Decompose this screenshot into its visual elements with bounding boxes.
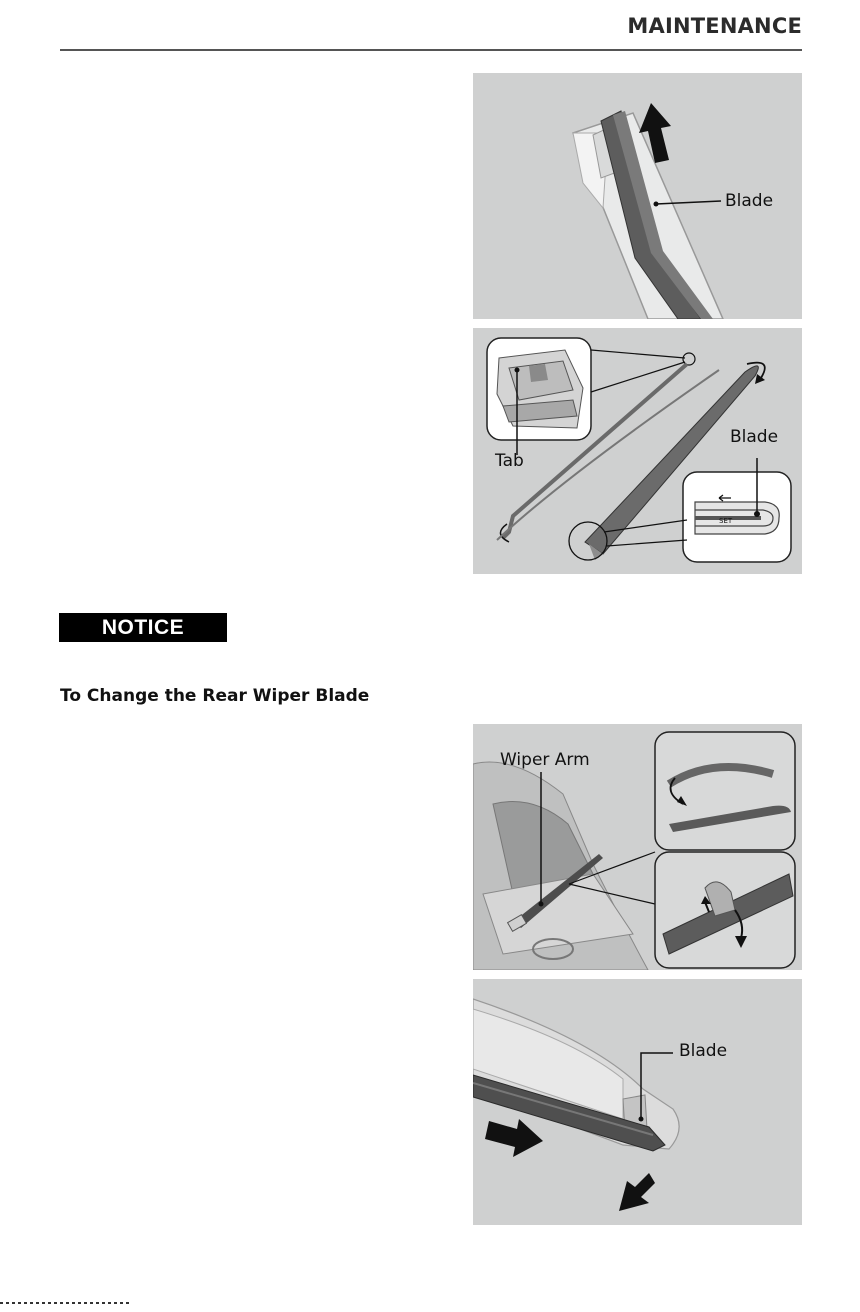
fig1-blade-label: Blade (725, 191, 774, 211)
figure-rear-wiper-arm (473, 724, 802, 970)
fig3-wiper-arm-label: Wiper Arm (500, 750, 590, 770)
fig2-tab-label: Tab (495, 451, 524, 471)
fig4-blade-label: Blade (679, 1041, 728, 1061)
rear-blade-slide-illustration (473, 979, 802, 1225)
notice-badge: NOTICE (59, 613, 227, 642)
figure-blade-install (473, 328, 802, 574)
figure-blade-removal (473, 73, 802, 319)
header-rule (60, 49, 802, 51)
fig2-blade-label: Blade (730, 427, 779, 447)
figure-rear-blade-slide (473, 979, 802, 1225)
footer-marks (0, 1302, 130, 1304)
section-title: MAINTENANCE (627, 14, 802, 38)
fig2-set-label: SET (719, 517, 733, 525)
subheading-rear-wiper: To Change the Rear Wiper Blade (60, 686, 370, 706)
